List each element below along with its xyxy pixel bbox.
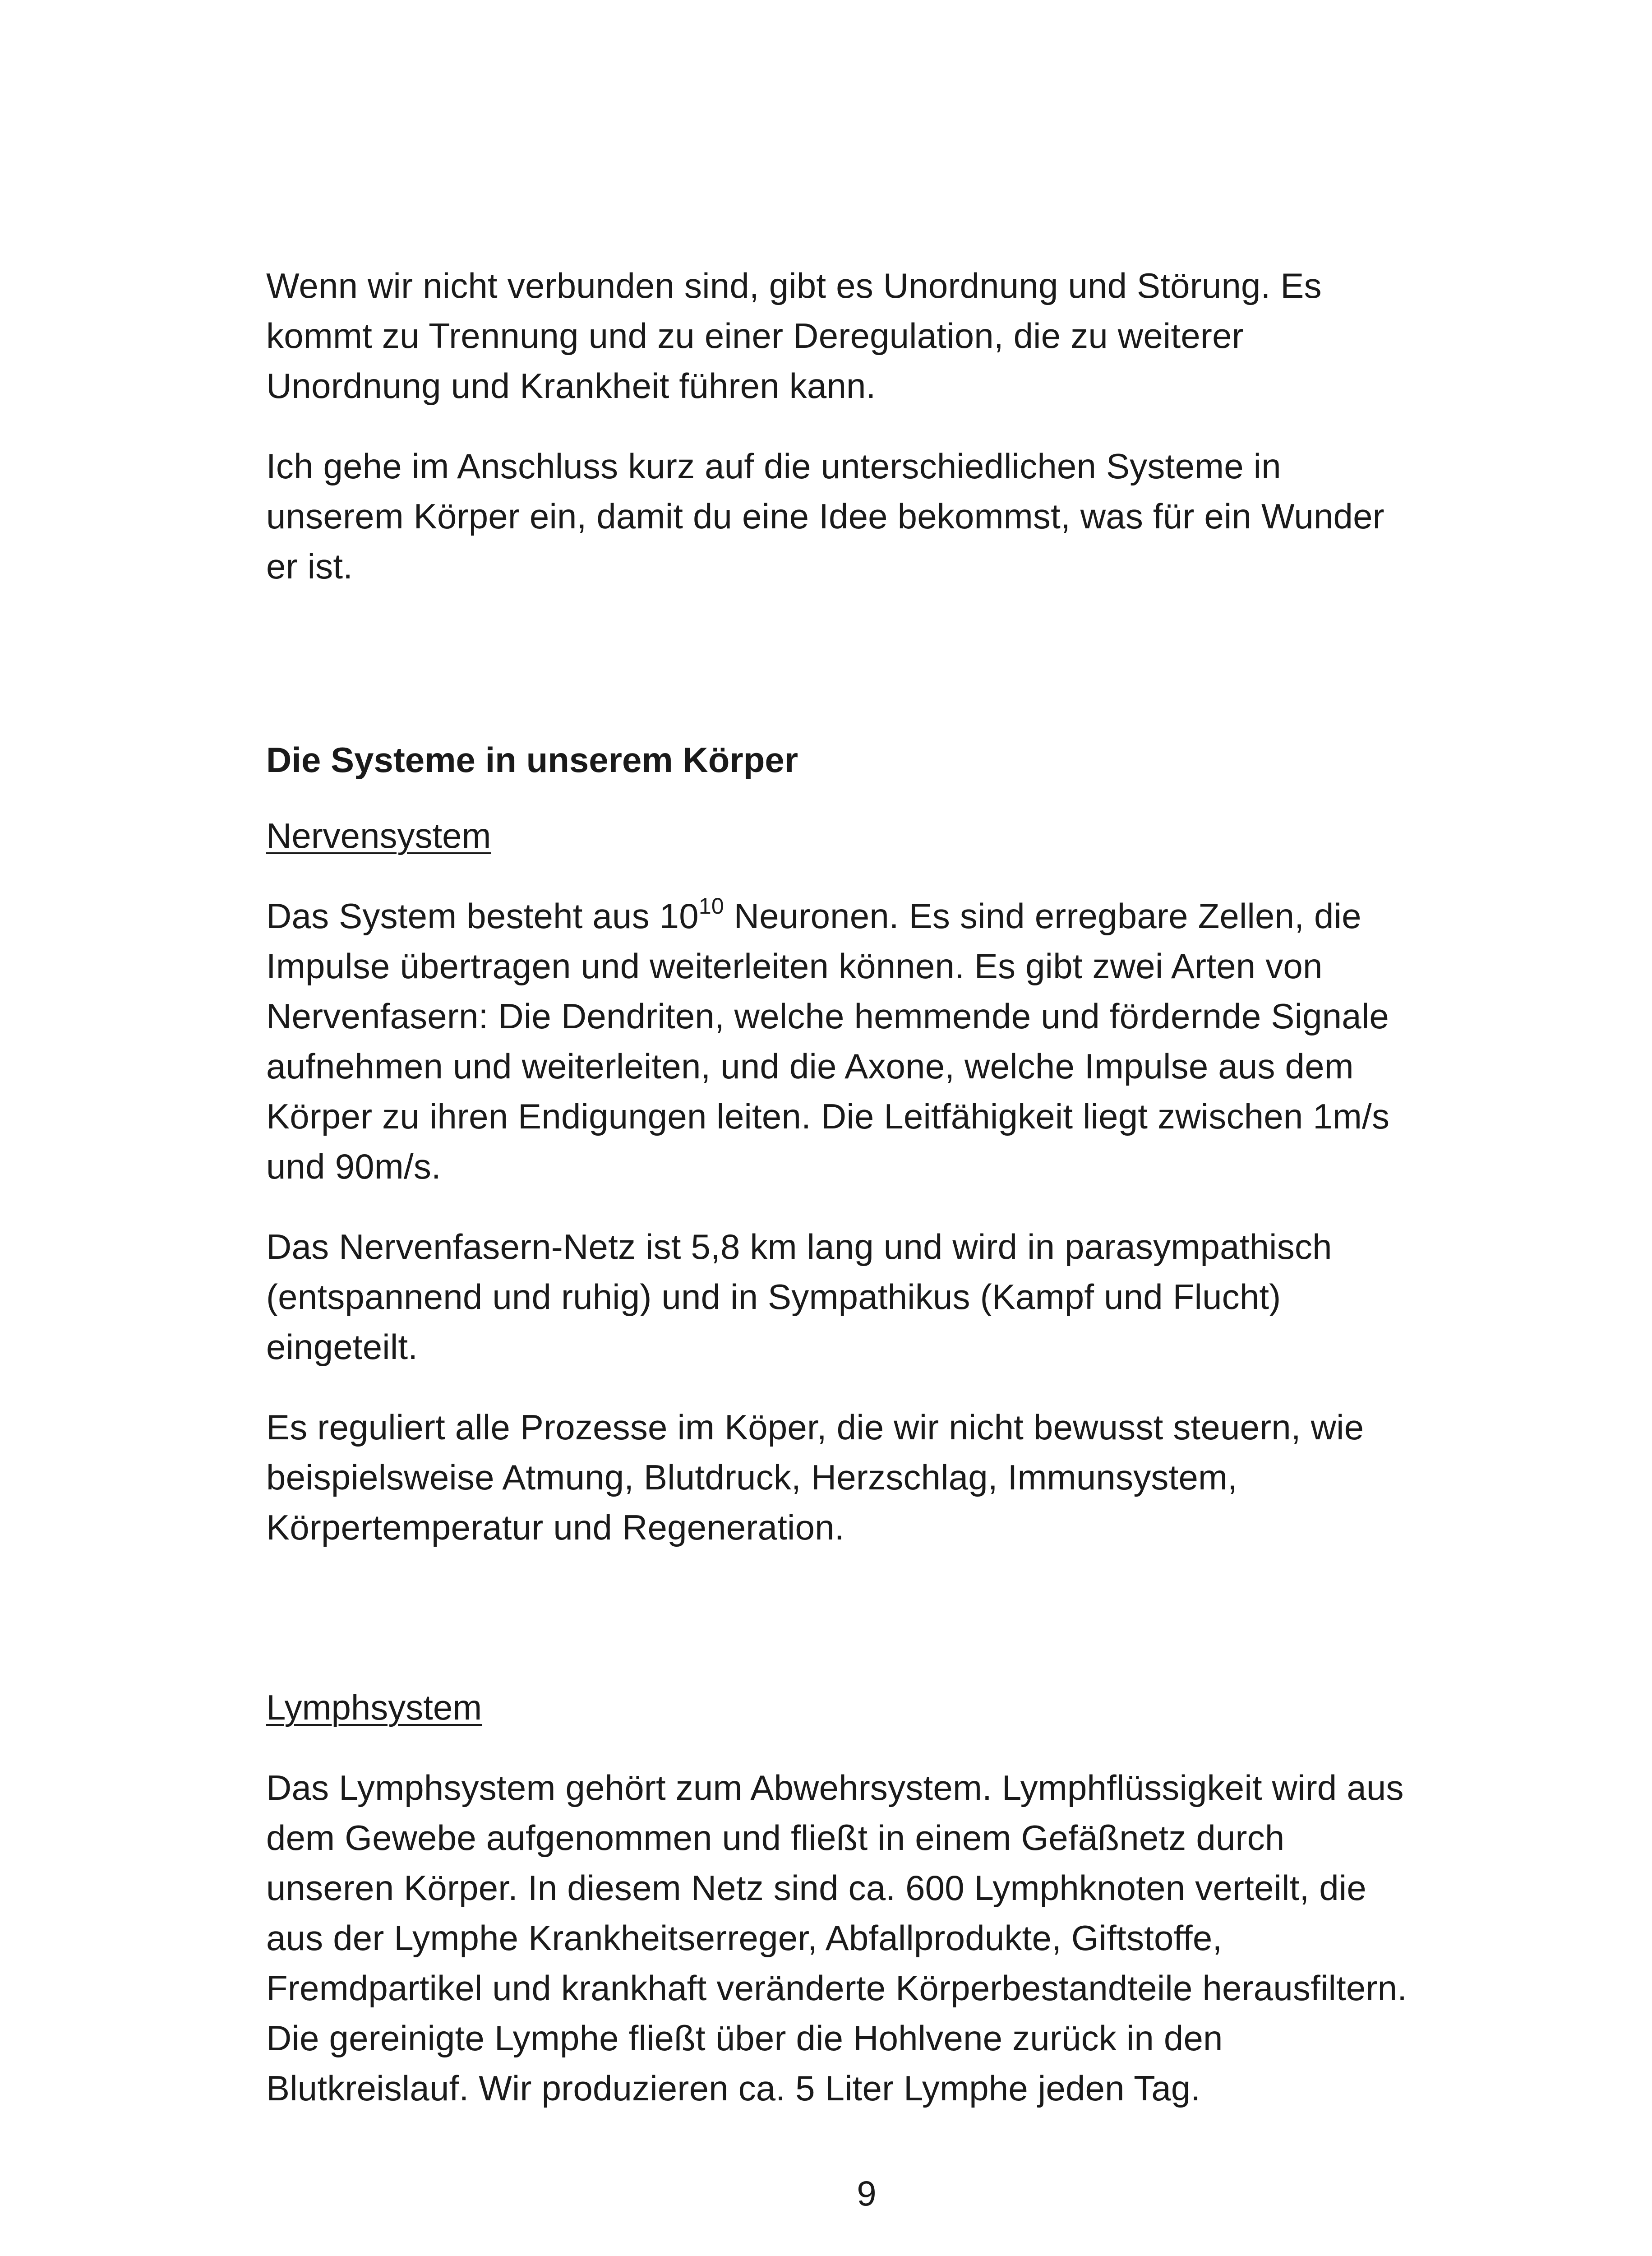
intro-paragraph-1: Wenn wir nicht verbunden sind, gibt es Unordnung und Störung. Es kommt zu Trennung und zu einer Deregulation, die zu weiterer Unordnung und Krankheit führen kann.	[266, 266, 1322, 406]
nervous-system-paragraph-1	[266, 891, 1421, 1192]
nervous-system-paragraph-1-start: Das System besteht aus 10	[266, 896, 699, 936]
section-heading: Die Systeme in unserem Körper	[266, 740, 798, 780]
nervous-system-paragraph-1-rest: Neuronen. Es sind erregbare Zellen, die Impulse übertragen und weiterleiten können. Es gibt zwei Arten von Nervenfasern: Die Dendriten, welche hemmende und fördernde Signale aufnehmen und weiterleiten, und die Axone, welche Impulse aus dem Körper zu ihren Endigungen leiten. Die Leitfähigkeit liegt zwischen 1m/s und 90m/s.	[266, 896, 1390, 1186]
page-content	[266, 261, 1421, 2113]
intro-paragraph-2: Ich gehe im Anschluss kurz auf die unterschiedlichen Systeme in unserem Körper ein, damit du eine Idee bekommst, was für ein Wunder er ist.	[266, 446, 1384, 586]
exponent-superscript: 10	[698, 893, 724, 919]
page-number: 9	[857, 2173, 877, 2213]
nervous-system-paragraph-3: Es reguliert alle Prozesse im Köper, die wir nicht bewusst steuern, wie beispielsweise Atmung, Blutdruck, Herzschlag, Immunsystem, Körpertemperatur und Regeneration.	[266, 1407, 1364, 1547]
lymph-system-paragraph-1: Das Lymphsystem gehört zum Abwehrsystem. Lymphflüssigkeit wird aus dem Gewebe aufgenommen und fließt in einem Gefäßnetz durch unseren Körper. In diesem Netz sind ca. 600 Lymphknoten verteilt, die aus der Lymphe Krankheitserreger, Abfallprodukte, Giftstoffe, Fremdpartikel und krankhaft veränderte Körperbestandteile herausfiltern. Die gereinigte Lymphe fließt über die Hohlvene zurück in den Blutkreislauf. Wir produzieren ca. 5 Liter Lymphe jeden Tag.	[266, 1768, 1407, 2108]
nervous-system-heading: Nervensystem	[266, 816, 491, 855]
nervous-system-paragraph-2: Das Nervenfasern-Netz ist 5,8 km lang und wird in parasympathisch (entspannend und ruhig) und in Sympathikus (Kampf und Flucht) eingeteilt.	[266, 1227, 1332, 1367]
lymph-system-heading: Lymphsystem	[266, 1687, 482, 1727]
